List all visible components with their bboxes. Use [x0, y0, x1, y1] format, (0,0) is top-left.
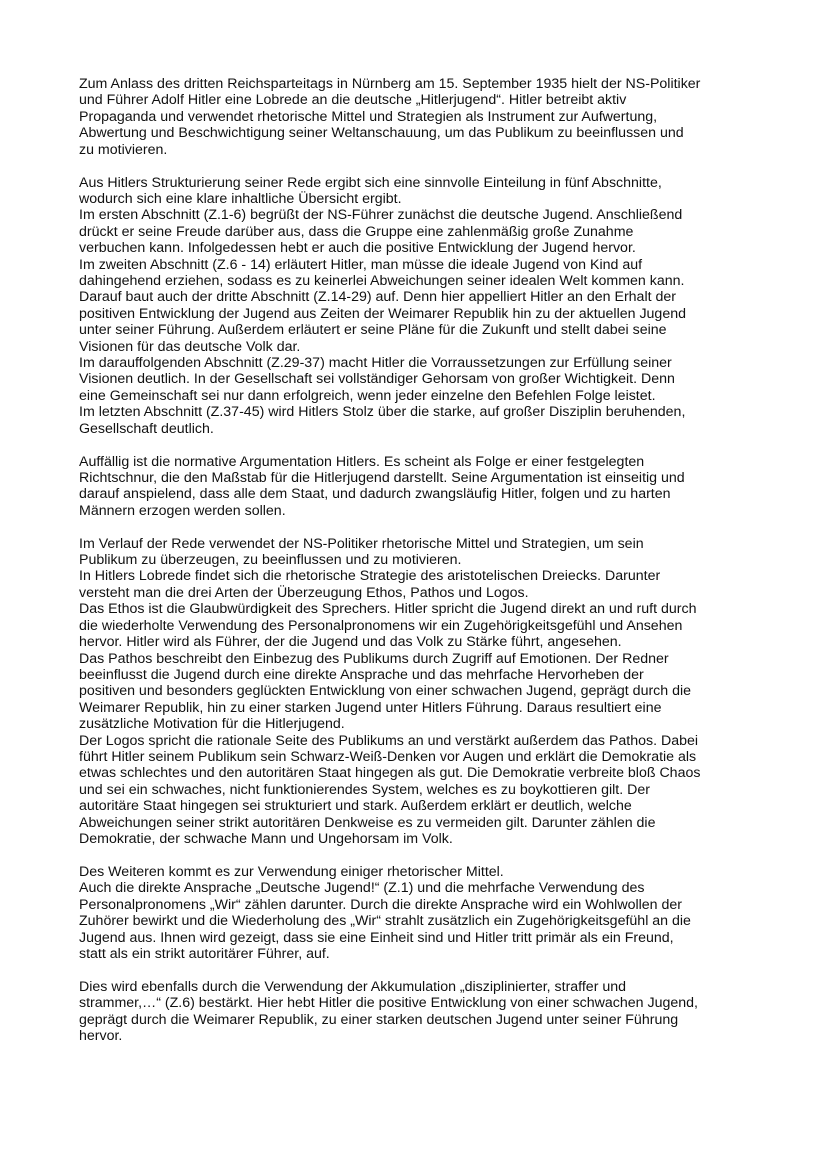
paragraph-accumulation: [79, 979, 768, 1045]
text-line: hervor.: [79, 1028, 123, 1045]
text-line: verbuchen kann. Infolgedessen hebt er auch die positive Entwicklung der Jugend hervor.: [79, 240, 636, 257]
text-line: führt Hitler seinem Publikum sein Schwarz-Weiß-Denken vor Augen und erklärt die Demokratie als: [79, 748, 697, 765]
text-line: Richtschnur, die den Maßstab für die Hitlerjugend darstellt. Seine Argumentation ist einseitig und: [79, 469, 685, 486]
paragraph-introduction: [79, 76, 768, 158]
text-line: Visionen deutlich. In der Gesellschaft sei vollständiger Gehorsam von großer Wichtigkeit. Denn: [79, 371, 675, 388]
text-line: positiven Entwicklung der Jugend aus Zeiten der Weimarer Republik hin zu der aktuellen Jugend: [79, 305, 686, 322]
text-line: Zum Anlass des dritten Reichsparteitags in Nürnberg am 15. September 1935 hielt der NS-Politiker: [79, 76, 701, 92]
text-line: Des Weiteren kommt es zur Verwendung einiger rhetorischer Mittel.: [79, 863, 504, 880]
text-line: Gesellschaft deutlich.: [79, 420, 214, 437]
text-line: Im zweiten Abschnitt (Z.6 - 14) erläutert Hitler, man müsse die ideale Jugend von Kind auf: [79, 256, 643, 273]
paragraph-argumentation: [79, 454, 768, 520]
text-line: darauf anspielend, dass alle dem Staat, und dadurch zwangsläufig Hitler, folgen und zu harten: [79, 486, 671, 503]
paragraph-rhetoric-strategies: [79, 536, 768, 848]
text-line: beeinflusst die Jugend durch eine direkte Ansprache und das mehrfache Hervorheben der: [79, 666, 644, 683]
text-line: und sei ein schwaches, nicht funktionierendes System, welches es zu boykottieren gilt. Der: [79, 781, 650, 798]
text-line: etwas schlechtes und den autoritären Staat hingegen als gut. Die Demokratie verbreite bloß Chaos: [79, 765, 701, 782]
text-line: Auffällig ist die normative Argumentation Hitlers. Es scheint als Folge er einer festgelegten: [79, 453, 645, 470]
text-line: Das Pathos beschreibt den Einbezug des Publikums durch Zugriff auf Emotionen. Der Redner: [79, 650, 669, 667]
text-line: drückt er seine Freude darüber aus, dass die Gruppe eine zahlenmäßig große Zunahme: [79, 223, 634, 240]
text-line: Männern erzogen werden sollen.: [79, 502, 286, 519]
text-line: hervor. Hitler wird als Führer, der die Jugend und das Volk zu Stärke führt, angesehen.: [79, 634, 622, 651]
text-line: Im ersten Abschnitt (Z.1-6) begrüßt der NS-Führer zunächst die deutsche Jugend. Anschließend: [79, 207, 683, 224]
text-line: Das Ethos ist die Glaubwürdigkeit des Sprechers. Hitler spricht die Jugend direkt an und ruft durch: [79, 601, 697, 618]
text-line: versteht man die drei Arten der Überzeugung Ethos, Pathos und Logos.: [79, 584, 529, 601]
text-line: positiven und besonders geglückten Entwicklung von einer schwachen Jugend, geprägt durch die: [79, 683, 692, 700]
text-line: eine Gemeinschaft sei nur dann erfolgreich, wenn jeder einzelne den Befehlen Folge leistet.: [79, 387, 656, 404]
text-line: Publikum zu überzeugen, zu beeinflussen und zu motivieren.: [79, 552, 462, 569]
text-line: Jugend aus. Ihnen wird gezeigt, dass sie eine Einheit sind und Hitler tritt primär als ein Freund,: [79, 929, 674, 946]
text-line: Dies wird ebenfalls durch die Verwendung der Akkumulation „disziplinierter, straffer und: [79, 978, 627, 995]
text-line: unter seiner Führung. Außerdem erläutert er seine Pläne für die Zukunft und stellt dabei seine: [79, 322, 667, 339]
text-line: wodurch sich eine klare inhaltliche Übersicht ergibt.: [79, 190, 402, 207]
text-line: Visionen für das deutsche Volk dar.: [79, 338, 301, 355]
text-line: Propaganda und verwendet rhetorische Mittel und Strategien als Instrument zur Aufwertung,: [79, 108, 658, 125]
text-line: Im Verlauf der Rede verwendet der NS-Politiker rhetorische Mittel und Strategien, um sein: [79, 535, 644, 552]
text-line: Der Logos spricht die rationale Seite des Publikums an und verstärkt außerdem das Pathos. Dabei: [79, 732, 699, 749]
text-line: zusätzliche Motivation für die Hitlerjugend.: [79, 716, 345, 733]
text-line: Abwertung und Beschwichtigung seiner Weltanschauung, um das Publikum zu beeinflussen und: [79, 125, 684, 142]
text-line: Darauf baut auch der dritte Abschnitt (Z.14-29) auf. Denn hier appelliert Hitler an den Erhalt der: [79, 289, 676, 306]
text-line: In Hitlers Lobrede findet sich die rhetorische Strategie des aristotelischen Dreiecks. Darunter: [79, 568, 661, 585]
text-line: Auch die direkte Ansprache „Deutsche Jugend!“ (Z.1) und die mehrfache Verwendung des: [79, 880, 645, 897]
text-line: dahingehend erziehen, sodass es zu keinerlei Abweichungen seiner idealen Welt kommen kann.: [79, 272, 685, 289]
text-line: geprägt durch die Weimarer Republik, zu einer starken deutschen Jugend unter seiner Führung: [79, 1011, 679, 1028]
text-line: Zuhörer bewirkt und die Wiederholung des „Wir“ strahlt zusätzlich ein Zugehörigkeitsgefühl an die: [79, 913, 691, 930]
text-line: zu motivieren.: [79, 141, 168, 158]
paragraph-structure: [79, 175, 768, 438]
paragraph-rhetoric-devices: [79, 864, 768, 962]
text-line: autoritäre Staat hingegen sei strukturiert und stark. Außerdem erklärt er deutlich, welche: [79, 798, 632, 815]
text-line: Demokratie, der schwache Mann und Ungehorsam im Volk.: [79, 830, 453, 847]
text-line: Aus Hitlers Strukturierung seiner Rede ergibt sich eine sinnvolle Einteilung in fünf Abschnitte,: [79, 174, 662, 191]
text-line: statt als ein strikt autoritärer Führer, auf.: [79, 945, 330, 962]
text-line: Im darauffolgenden Abschnitt (Z.29-37) macht Hitler die Vorraussetzungen zur Erfüllung seiner: [79, 355, 672, 371]
text-line: und Führer Adolf Hitler eine Lobrede an die deutsche „Hitlerjugend“. Hitler betreibt aktiv: [79, 92, 627, 109]
text-line: Personalpronomens „Wir“ zählen darunter. Durch die direkte Ansprache wird ein Wohlwollen der: [79, 896, 683, 913]
text-line: Im letzten Abschnitt (Z.37-45) wird Hitlers Stolz über die starke, auf großer Disziplin beruhenden,: [79, 404, 686, 421]
text-line: die wiederholte Verwendung des Personalpronomens wir ein Zugehörigkeitsgefühl und Ansehen: [79, 617, 683, 634]
text-line: strammer,…“ (Z.6) bestärkt. Hier hebt Hitler die positive Entwicklung von einer schwachen Jugend,: [79, 995, 698, 1012]
text-line: Abweichungen seiner strikt autoritären Denkweise es zu vermeiden gilt. Darunter zählen die: [79, 814, 656, 831]
text-line: Weimarer Republik, hin zu einer starken Jugend unter Hitlers Führung. Daraus resultiert eine: [79, 699, 662, 716]
